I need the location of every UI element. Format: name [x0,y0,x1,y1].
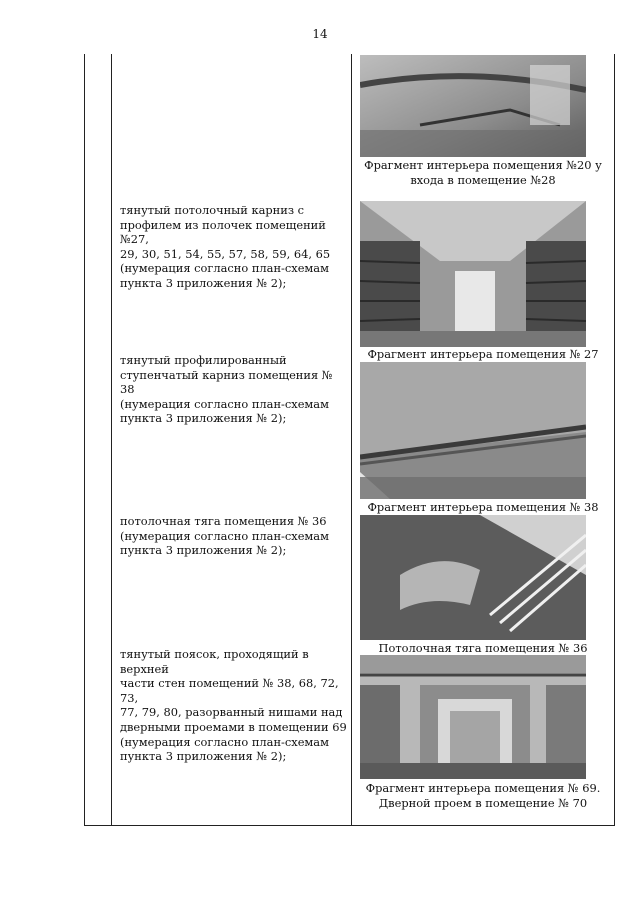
table-column-divider-1 [111,54,112,826]
table-border-left [84,54,85,826]
table-border-bottom [84,825,615,826]
ceiling-molding-description: потолочная тяга помещения № 36 (нумерация согласно план-схемам пункта 3 приложения № 2); [120,514,329,558]
table-border-right [614,54,615,826]
photo-caption: Фрагмент интерьера помещения № 38 [367,500,599,514]
interior-photo-room-69 [360,655,586,779]
interior-photo-room-27 [360,201,586,347]
wall-band-description: тянутый поясок, проходящий в верхней части стен помещений № 38, 68, 72, 73, 77, 79, 80, разорванный нишами над дверными проемами в помещении 69 (нумерация согласно план-схемам пункта 3 приложения № 2); [120,647,347,764]
photo-caption: Фрагмент интерьера помещения №20 у входа в помещение №28 [364,158,602,187]
stepped-cornice-description: тянутый профилированный ступенчатый карниз помещения № 38 (нумерация согласно план-схемам пункта 3 приложения № 2); [120,353,333,426]
photo-caption: Потолочная тяга помещения № 36 [378,641,588,655]
interior-photo-room-38 [360,362,586,499]
page-number: 14 [312,27,328,41]
interior-photo-room-20 [360,55,586,157]
photo-caption: Фрагмент интерьера помещения № 69. Дверной проем в помещение № 70 [365,781,601,810]
cornice-description: тянутый потолочный карниз с профилем из полочек помещений №27, 29, 30, 51, 54, 55, 57, 58, 59, 64, 65 (нумерация согласно план-схемам пункта 3 приложения № 2); [120,203,331,290]
photo-caption: Фрагмент интерьера помещения № 27 [367,347,599,361]
ceiling-molding-photo-room-36 [360,515,586,640]
